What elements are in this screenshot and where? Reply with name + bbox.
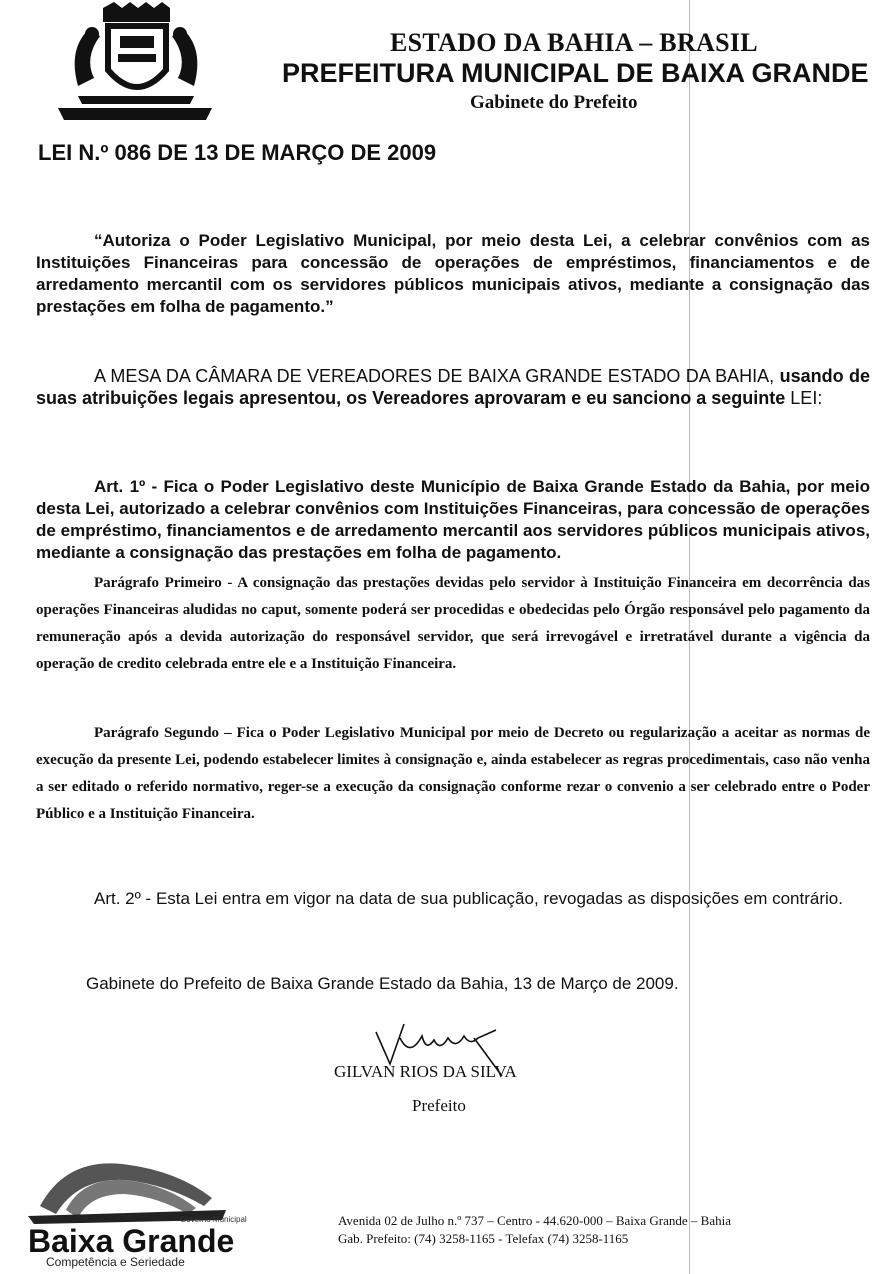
law-preamble: [36, 365, 870, 409]
article-1: Art. 1º - Fica o Poder Legislativo deste Município de Baixa Grande Estado da Bahia, por meio desta Lei, autorizado a celebrar convênios com Instituições Financeiras, para concessão de operações de empréstimo, financiamentos e de arredamento mercantil aos servidores públicos municipais ativos, mediante a consignação das prestações em folha de pagamento.: [36, 477, 870, 562]
paragraph-second: Parágrafo Segundo – Fica o Poder Legislativo Municipal por meio de Decreto ou regularização a aceitar as normas de execução da presente Lei, podendo estabelecer limites à consignação e, ainda estabelecer as regras procedimentais, caso não venha a ser editado o referido normativo, reger-se a execução da consignação conforme rezar o convenio a ser celebrado entre o Poder Público e a Instituição Financeira.: [36, 725, 870, 822]
preamble-part1: A MESA DA CÂMARA DE VEREADORES DE BAIXA GRANDE ESTADO DA BAHIA,: [94, 366, 780, 386]
logo-slogan-text: Competência e Seriedade: [46, 1255, 185, 1269]
paragraph-first: Parágrafo Primeiro - A consignação das prestações devidas pelo servidor à Instituição Financeira em decorrência das operações Financeiras aludidas no caput, somente poderá ser procedidas e obedecidas pelo Órgão responsável pelo pagamento da remuneração após a devida autorização do responsável servidor, que será irrevogável e irretratável durante a vigência da operação de credito celebrada entre ele e a Instituição Financeira.: [36, 575, 870, 672]
municipal-crest-icon: [48, 0, 222, 128]
footer-phones: Gab. Prefeito: (74) 3258-1165 - Telefax (74) 3258-1165: [338, 1231, 629, 1246]
logo-small-text: Governo Municipal: [180, 1215, 247, 1224]
header-office: Gabinete do Prefeito: [470, 92, 638, 113]
preamble-part3: LEI:: [790, 388, 823, 408]
article-2: Art. 2º - Esta Lei entra em vigor na data de sua publicação, revogadas as disposições em contrário.: [94, 889, 843, 908]
baixa-grande-logo: [26, 1158, 256, 1270]
signer-name: GILVAN RIOS DA SILVA: [334, 1062, 517, 1081]
header-state: ESTADO DA BAHIA – BRASIL: [390, 28, 758, 57]
closing-line: Gabinete do Prefeito de Baixa Grande Estado da Bahia, 13 de Março de 2009.: [86, 974, 679, 993]
preamble-part2: usando de suas atribuições legais apresentou, os Vereadores aprovaram e eu sanciono a seguinte: [36, 366, 870, 408]
law-title: LEI N.º 086 DE 13 DE MARÇO DE 2009: [38, 140, 437, 165]
logo-name-text: Baixa Grande: [28, 1223, 235, 1259]
header-prefecture: PREFEITURA MUNICIPAL DE BAIXA GRANDE: [282, 58, 869, 88]
law-summary: “Autoriza o Poder Legislativo Municipal, por meio desta Lei, a celebrar convênios com as Instituições Financeiras para concessão de operações de empréstimos, financiamentos e de arredamento mercantil com os servidores públicos municipais ativos, mediante a consignação das prestações em folha de pagamento.”: [36, 231, 870, 316]
signer-role: Prefeito: [412, 1096, 466, 1115]
footer-address: Avenida 02 de Julho n.º 737 – Centro - 44.620-000 – Baixa Grande – Bahia: [338, 1213, 731, 1228]
